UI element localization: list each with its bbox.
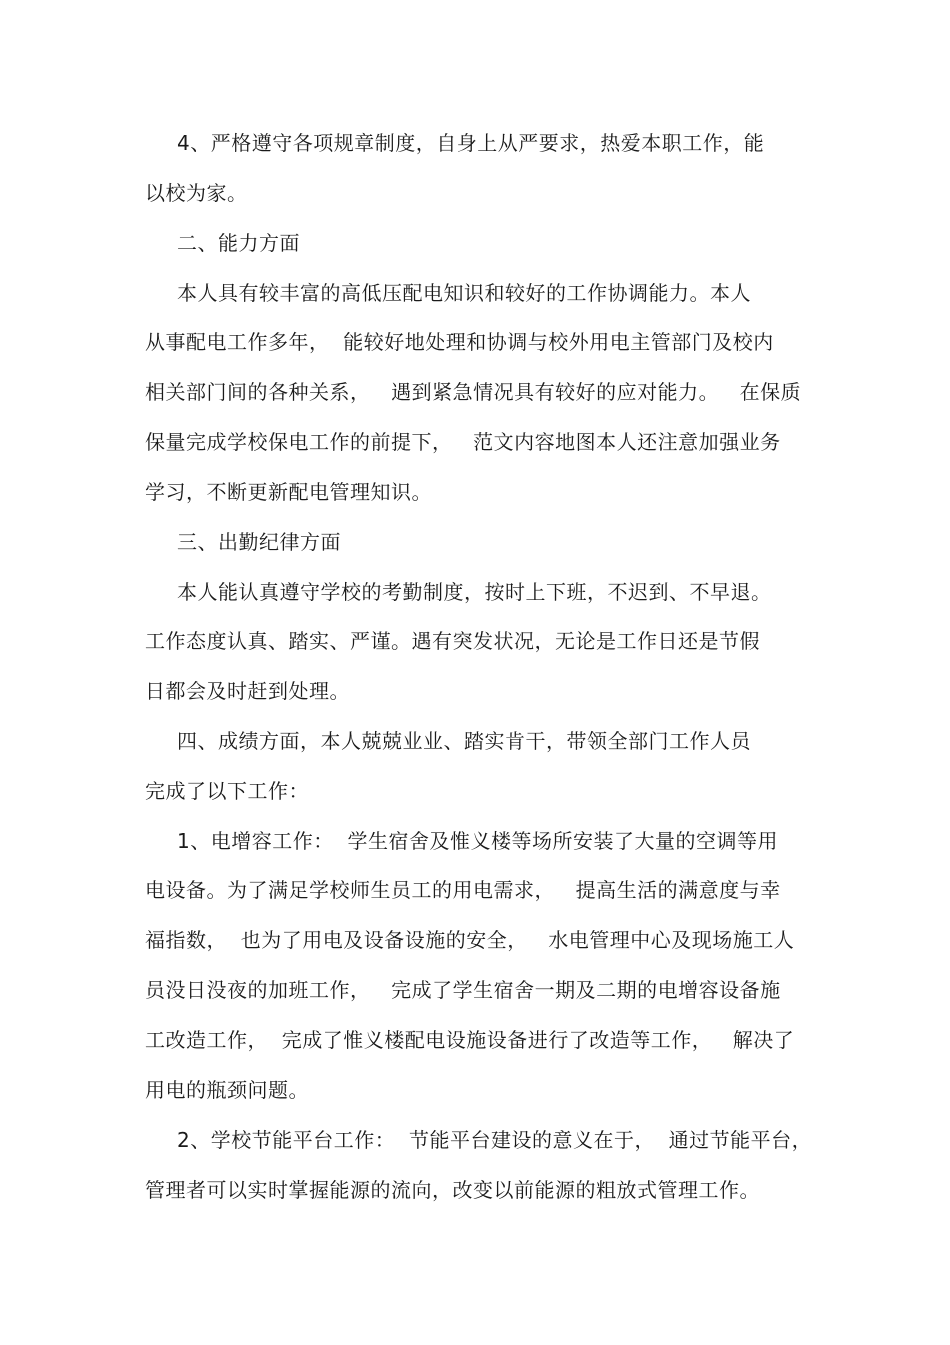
text-line: 学习，不断更新配电管理知识。 <box>145 480 432 504</box>
text-line: 日都会及时赶到处理。 <box>145 679 350 703</box>
text-line: 从事配电工作多年， 能较好地处理和协调与校外用电主管部门及校内 <box>145 330 774 354</box>
text-line: 以校为家。 <box>145 181 248 205</box>
text-line: 用电的瓶颈问题。 <box>145 1078 309 1102</box>
text-line: 完成了以下工作： <box>145 779 309 803</box>
text-line: 1、电增容工作： 学生宿舍及惟义楼等场所安装了大量的空调等用 <box>177 829 778 853</box>
text-line: 员没日没夜的加班工作， 完成了学生宿舍一期及二期的电增容设备施 <box>145 978 781 1002</box>
section-heading: 三、出勤纪律方面 <box>177 530 341 554</box>
text-line: 保量完成学校保电工作的前提下， 范文内容地图本人还注意加强业务 <box>145 430 781 454</box>
text-line: 本人能认真遵守学校的考勤制度，按时上下班，不迟到、不早退。 <box>177 580 772 604</box>
section-heading: 四、成绩方面，本人兢兢业业、踏实肯干，带领全部门工作人员 <box>177 729 751 753</box>
text-line: 相关部门间的各种关系， 遇到紧急情况具有较好的应对能力。 在保质 <box>145 380 802 404</box>
text-line: 2、学校节能平台工作： 节能平台建设的意义在于， 通过节能平台， <box>177 1128 813 1152</box>
text-line: 工改造工作， 完成了惟义楼配电设施设备进行了改造等工作， 解决了 <box>145 1028 795 1052</box>
text-line: 电设备。为了满足学校师生员工的用电需求， 提高生活的满意度与幸 <box>145 878 781 902</box>
text-line: 管理者可以实时掌握能源的流向，改变以前能源的粗放式管理工作。 <box>145 1178 760 1202</box>
text-line: 本人具有较丰富的高低压配电知识和较好的工作协调能力。本人 <box>177 281 751 305</box>
text-line: 4、严格遵守各项规章制度，自身上从严要求，热爱本职工作，能 <box>177 131 765 155</box>
section-heading: 二、能力方面 <box>177 231 300 255</box>
text-line: 福指数， 也为了用电及设备设施的安全， 水电管理中心及现场施工人 <box>145 928 795 952</box>
text-line: 工作态度认真、踏实、严谨。遇有突发状况，无论是工作日还是节假 <box>145 629 760 653</box>
